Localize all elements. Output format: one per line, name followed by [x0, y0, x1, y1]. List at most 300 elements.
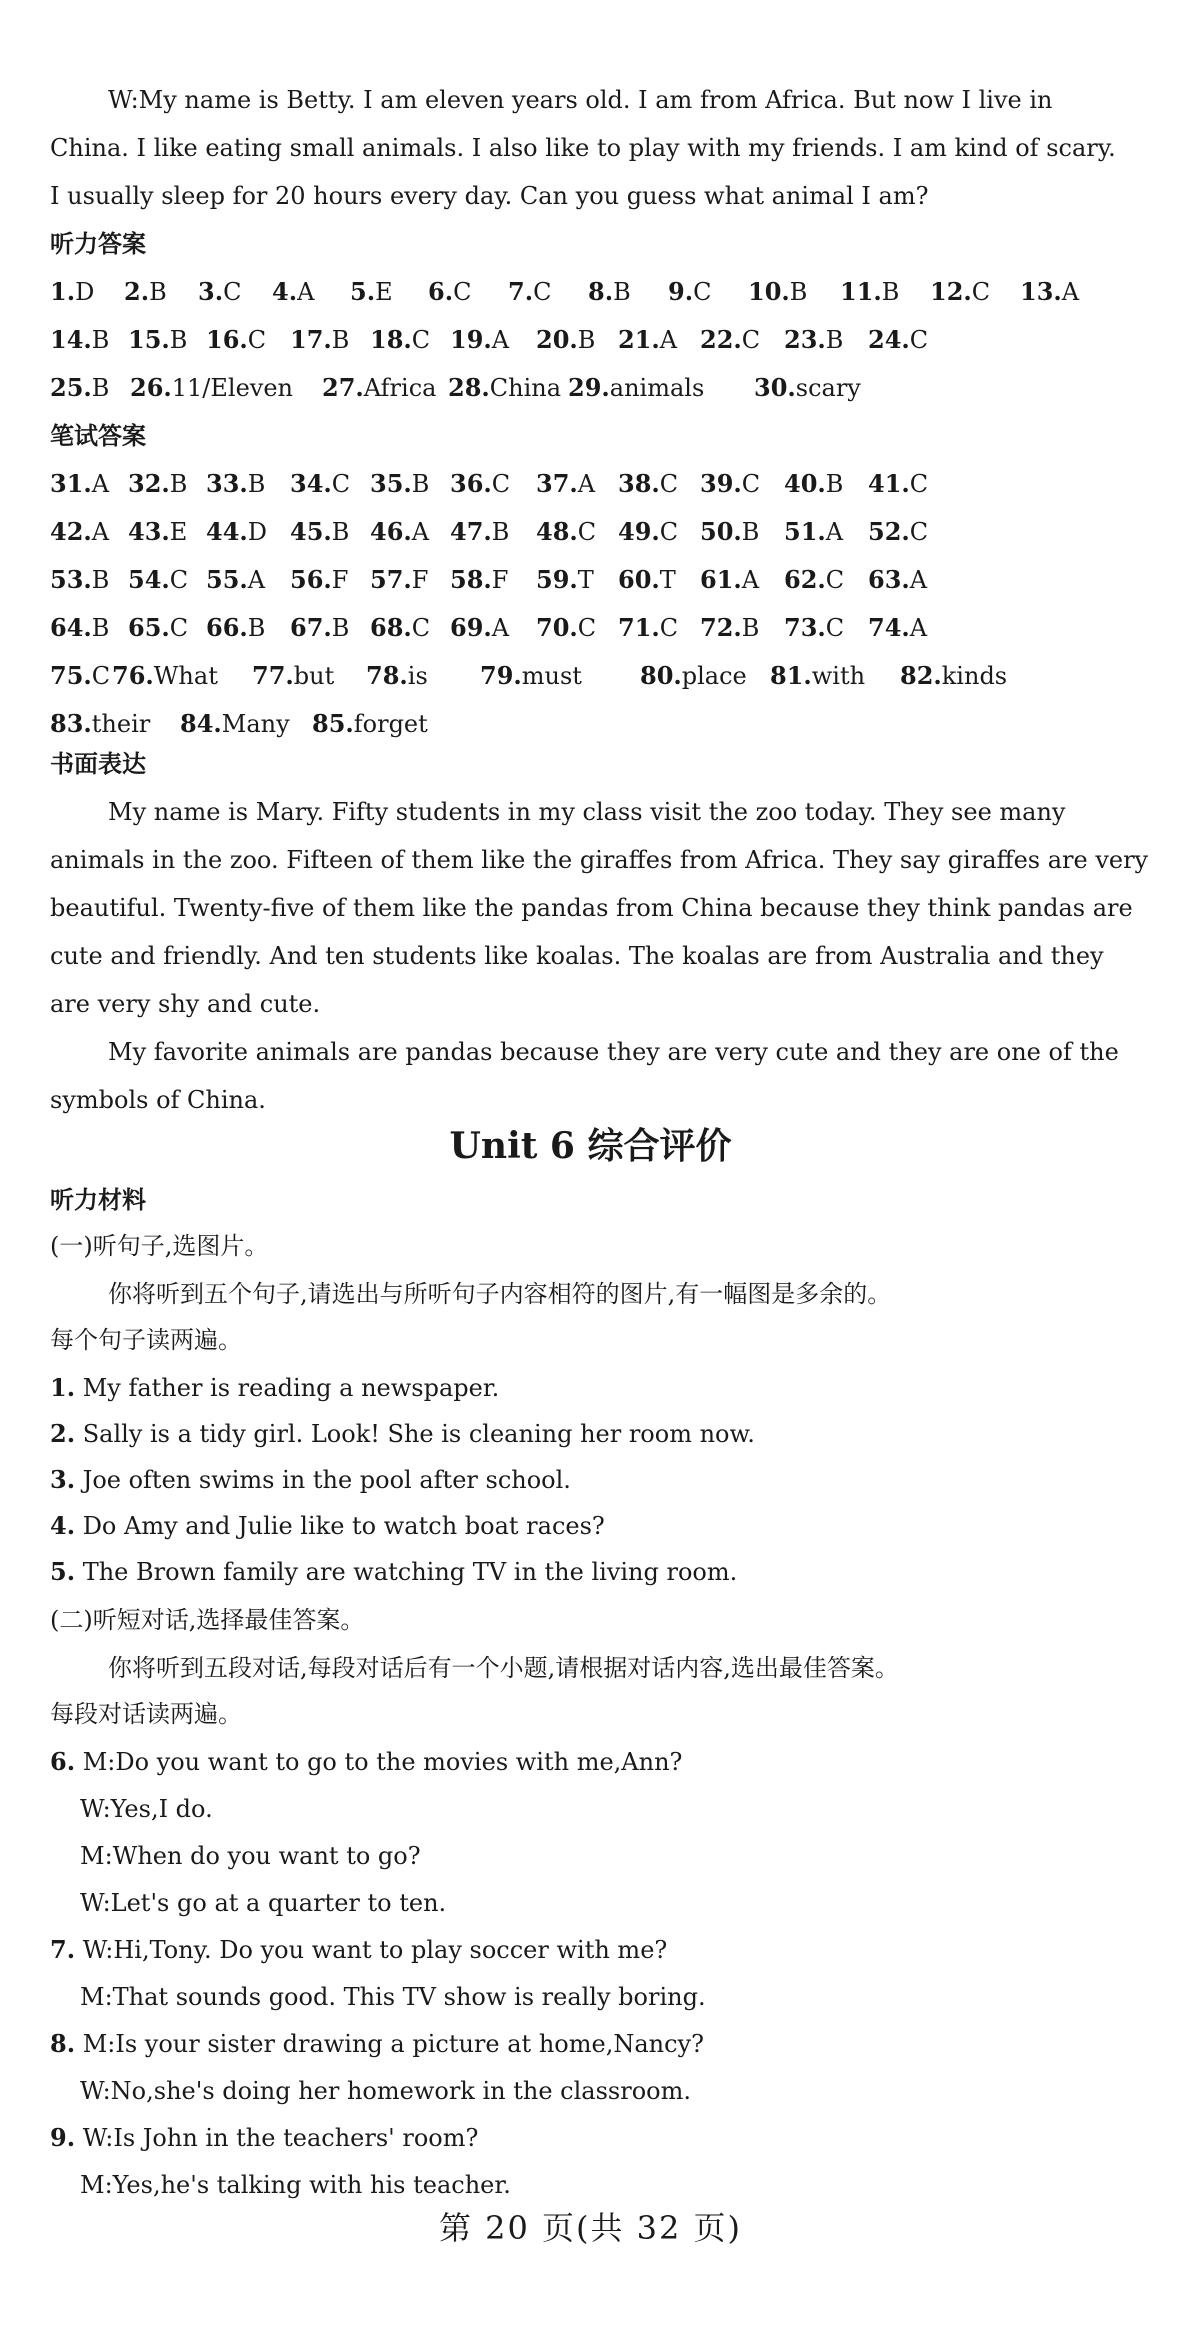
written-item [900, 660, 1007, 692]
listen-item [448, 372, 561, 404]
answer-value: C [533, 278, 552, 306]
question-number: 21. [618, 325, 660, 354]
answer-value: B [91, 566, 110, 594]
question-number: 41. [868, 469, 910, 498]
answer-value: C [453, 278, 472, 306]
question-number: 85. [312, 709, 354, 738]
dialogue-text: M:When do you want to go? [80, 1842, 421, 1870]
written-item [700, 612, 759, 644]
listen-item [350, 276, 393, 308]
dialogue-line [50, 1934, 667, 1966]
answer-value: C [909, 326, 929, 354]
answer-value: Many [221, 710, 290, 738]
question-number: 71. [618, 613, 660, 642]
listen-item [748, 276, 807, 308]
answer-value: Africa [363, 374, 437, 402]
question-number: 18. [370, 325, 412, 354]
question-number: 5. [350, 277, 376, 306]
listen-item [322, 372, 436, 404]
question-number: 57. [370, 565, 412, 594]
part1-instruction-2: 每个句子读两遍。 [50, 1326, 242, 1354]
answer-value: B [881, 278, 900, 306]
written-item [480, 660, 582, 692]
written-item [50, 708, 150, 740]
written-item [868, 468, 928, 500]
written-item [784, 516, 843, 548]
answer-value: animals [609, 374, 705, 402]
listen-item [618, 324, 677, 356]
written-item [784, 612, 844, 644]
dialogue-text: M:That sounds good. This TV show is really boring. [80, 1983, 706, 2011]
writing-heading: 书面表达 [50, 750, 146, 778]
dialogue-text: M:Is your sister drawing a picture at home,Nancy? [75, 2030, 704, 2058]
question-number: 16. [206, 325, 248, 354]
dialogue-line [80, 1887, 446, 1919]
written-item [868, 612, 927, 644]
listen-item [50, 324, 109, 356]
part1-instruction-1: 你将听到五个句子,请选出与所听句子内容相符的图片,有一幅图是多余的。 [108, 1280, 892, 1308]
written-item [450, 516, 509, 548]
dialogue-line [80, 1793, 213, 1825]
written-item [206, 612, 265, 644]
question-number: 31. [50, 469, 92, 498]
question-number: 4. [272, 277, 298, 306]
answer-value: C [741, 326, 761, 354]
question-number: 45. [290, 517, 332, 546]
question-number: 44. [206, 517, 248, 546]
question-number: 54. [128, 565, 170, 594]
answer-value: B [331, 614, 350, 642]
written-item [128, 564, 188, 596]
written-item [450, 564, 508, 596]
question-number: 82. [900, 661, 942, 690]
answer-value: C [909, 518, 929, 546]
answer-value: C [909, 470, 929, 498]
written-item [536, 612, 596, 644]
question-number: 64. [50, 613, 92, 642]
question-number: 37. [536, 469, 578, 498]
answer-value: China [489, 374, 562, 402]
listening-answers-heading: 听力答案 [50, 230, 146, 258]
question-number: 34. [290, 469, 332, 498]
answer-value: C [577, 614, 597, 642]
written-item [290, 468, 350, 500]
question-number: 40. [784, 469, 826, 498]
answer-value: scary [795, 374, 861, 402]
answer-value: A [91, 518, 110, 546]
listen-item [700, 324, 760, 356]
dialogue-text: W:Yes,I do. [80, 1795, 213, 1823]
answer-value: T [659, 566, 676, 594]
answer-value: their [91, 710, 151, 738]
answer-value: E [169, 518, 188, 546]
dialogue-line [80, 2169, 511, 2201]
sentence-item [50, 1372, 499, 1404]
answer-value: C [825, 566, 845, 594]
listen-item [198, 276, 241, 308]
sentence-item [50, 1510, 605, 1542]
written-item [784, 468, 843, 500]
written-item [868, 564, 927, 596]
question-number: 38. [618, 469, 660, 498]
answer-value: C [825, 614, 845, 642]
question-number: 77. [252, 661, 294, 690]
question-number: 22. [700, 325, 742, 354]
sentence-text: Do Amy and Julie like to watch boat races? [75, 1512, 605, 1540]
question-number: 62. [784, 565, 826, 594]
listen-item [450, 324, 509, 356]
dialogue-line [50, 1746, 682, 1778]
question-number: 53. [50, 565, 92, 594]
listen-item [588, 276, 631, 308]
question-number: 51. [784, 517, 826, 546]
answer-value: B [91, 326, 110, 354]
question-number: 50. [700, 517, 742, 546]
answer-value: is [407, 662, 428, 690]
question-number: 61. [700, 565, 742, 594]
dialogue-line [80, 2075, 691, 2107]
question-number: 6. [428, 277, 454, 306]
question-number: 7. [50, 1935, 76, 1964]
question-number: 59. [536, 565, 578, 594]
answer-value: B [149, 278, 167, 306]
question-number: 80. [640, 661, 682, 690]
answer-value: C [411, 326, 431, 354]
sentence-item [50, 1418, 755, 1450]
question-number: 36. [450, 469, 492, 498]
question-number: 9. [668, 277, 694, 306]
question-number: 48. [536, 517, 578, 546]
answer-value: A [741, 566, 760, 594]
question-number: 58. [450, 565, 492, 594]
sentence-item [50, 1464, 571, 1496]
answer-value: B [789, 278, 808, 306]
answer-value: C [331, 470, 351, 498]
written-item [312, 708, 428, 740]
question-number: 39. [700, 469, 742, 498]
written-item [366, 660, 428, 692]
writing-line-6: My favorite animals are pandas because they are very cute and they are one of the [108, 1038, 1119, 1066]
answer-value: C [491, 470, 511, 498]
question-number: 8. [50, 2029, 76, 2058]
dialogue-text: M:Do you want to go to the movies with me,Ann? [75, 1748, 683, 1776]
question-number: 84. [180, 709, 222, 738]
answer-value: A [1061, 278, 1080, 306]
question-number: 11. [840, 277, 882, 306]
writing-line-7: symbols of China. [50, 1086, 266, 1114]
question-number: 78. [366, 661, 408, 690]
listen-item [130, 372, 293, 404]
answer-value: A [411, 518, 430, 546]
answer-value: C [577, 518, 597, 546]
written-item [618, 564, 676, 596]
question-number: 2. [50, 1419, 76, 1448]
written-item [370, 516, 429, 548]
written-item [536, 468, 595, 500]
answer-value: C [223, 278, 242, 306]
listen-item [124, 276, 167, 308]
dialogue-line [80, 1840, 421, 1872]
written-answers-heading: 笔试答案 [50, 422, 146, 450]
listen-item [370, 324, 430, 356]
written-item [128, 612, 188, 644]
written-item [50, 564, 109, 596]
question-number: 65. [128, 613, 170, 642]
listen-item [784, 324, 843, 356]
part1-title: (一)听句子,选图片。 [50, 1232, 269, 1260]
written-item [50, 516, 109, 548]
written-item [536, 564, 594, 596]
writing-line-2: animals in the zoo. Fifteen of them like the giraffes from Africa. They say giraffes are very [50, 846, 1149, 874]
answer-value: kinds [941, 662, 1008, 690]
question-number: 9. [50, 2123, 76, 2152]
written-item [206, 516, 267, 548]
question-number: 29. [568, 373, 610, 402]
written-item [180, 708, 290, 740]
question-number: 5. [50, 1557, 76, 1586]
question-number: 26. [130, 373, 172, 402]
question-number: 73. [784, 613, 826, 642]
question-number: 17. [290, 325, 332, 354]
question-number: 66. [206, 613, 248, 642]
material-heading: 听力材料 [50, 1186, 146, 1214]
written-item [618, 468, 678, 500]
listen-item [50, 276, 94, 308]
dialogue-text: W:Hi,Tony. Do you want to play soccer with me? [75, 1936, 668, 1964]
sentence-item [50, 1556, 737, 1588]
question-number: 10. [748, 277, 790, 306]
written-item [700, 516, 759, 548]
answer-value: F [491, 566, 509, 594]
question-number: 70. [536, 613, 578, 642]
answer-value: B [169, 470, 188, 498]
intro-line-2: China. I like eating small animals. I also like to play with my friends. I am kind of scary. [50, 134, 1116, 162]
written-item [450, 468, 510, 500]
answer-value: B [613, 278, 631, 306]
writing-line-5: are very shy and cute. [50, 990, 321, 1018]
answer-value: C [169, 566, 189, 594]
answer-value: B [247, 470, 266, 498]
dialogue-text: W:Let's go at a quarter to ten. [80, 1889, 447, 1917]
written-item [206, 564, 265, 596]
listen-item [930, 276, 990, 308]
listen-item [428, 276, 471, 308]
question-number: 4. [50, 1511, 76, 1540]
written-item [252, 660, 334, 692]
listen-item [668, 276, 711, 308]
written-item [370, 564, 428, 596]
question-number: 75. [50, 661, 92, 690]
answer-value: B [825, 326, 844, 354]
answer-value: B [491, 518, 510, 546]
written-item [618, 516, 678, 548]
written-item [50, 612, 109, 644]
answer-value: forget [353, 710, 428, 738]
answer-value: must [521, 662, 582, 690]
written-item [290, 564, 348, 596]
written-item [128, 468, 187, 500]
question-number: 60. [618, 565, 660, 594]
unit-title: Unit 6 综合评价 [449, 1125, 732, 1167]
answer-value: B [411, 470, 430, 498]
written-item [700, 468, 760, 500]
listen-item [840, 276, 899, 308]
written-item [128, 516, 187, 548]
writing-line-1: My name is Mary. Fifty students in my class visit the zoo today. They see many [108, 798, 1066, 826]
question-number: 72. [700, 613, 742, 642]
answer-value: B [825, 470, 844, 498]
written-item [370, 468, 429, 500]
question-number: 74. [868, 613, 910, 642]
question-number: 7. [508, 277, 534, 306]
question-number: 33. [206, 469, 248, 498]
question-number: 3. [198, 277, 224, 306]
answer-value: with [811, 662, 866, 690]
question-number: 52. [868, 517, 910, 546]
answer-value: B [169, 326, 188, 354]
sentence-text: My father is reading a newspaper. [75, 1374, 500, 1402]
answer-value: A [491, 614, 510, 642]
question-number: 67. [290, 613, 332, 642]
dialogue-text: M:Yes,he's talking with his teacher. [80, 2171, 511, 2199]
intro-line-3: I usually sleep for 20 hours every day. Can you guess what animal I am? [50, 182, 929, 210]
answer-value: T [577, 566, 594, 594]
listen-item [128, 324, 187, 356]
question-number: 79. [480, 661, 522, 690]
question-number: 83. [50, 709, 92, 738]
written-item [206, 468, 265, 500]
sentence-text: Joe often swims in the pool after school. [75, 1466, 571, 1494]
answer-value: C [411, 614, 431, 642]
answer-value: B [741, 614, 760, 642]
answer-value: A [825, 518, 844, 546]
writing-line-4: cute and friendly. And ten students like koalas. The koalas are from Australia and they [50, 942, 1104, 970]
answer-value: A [659, 326, 678, 354]
answer-value: A [491, 326, 510, 354]
question-number: 14. [50, 325, 92, 354]
question-number: 76. [112, 661, 154, 690]
sentence-text: The Brown family are watching TV in the living room. [75, 1558, 738, 1586]
question-number: 12. [930, 277, 972, 306]
answer-value: 11/Eleven [171, 374, 294, 402]
answer-value: C [659, 470, 679, 498]
question-number: 32. [128, 469, 170, 498]
question-number: 24. [868, 325, 910, 354]
answer-value: B [577, 326, 596, 354]
written-item [370, 612, 430, 644]
written-item [640, 660, 747, 692]
listen-item [568, 372, 704, 404]
answer-value: E [375, 278, 393, 306]
question-number: 19. [450, 325, 492, 354]
question-number: 35. [370, 469, 412, 498]
answer-value: A [909, 566, 928, 594]
question-number: 55. [206, 565, 248, 594]
written-item [700, 564, 759, 596]
question-number: 81. [770, 661, 812, 690]
answer-value: B [91, 374, 110, 402]
written-item [618, 612, 678, 644]
question-number: 56. [290, 565, 332, 594]
question-number: 68. [370, 613, 412, 642]
question-number: 1. [50, 277, 76, 306]
dialogue-text: W:No,she's doing her homework in the classroom. [80, 2077, 691, 2105]
dialogue-line [80, 1981, 706, 2013]
listen-item [1020, 276, 1079, 308]
answer-value: C [169, 614, 189, 642]
listen-item [868, 324, 928, 356]
question-number: 15. [128, 325, 170, 354]
intro-line-1: W:My name is Betty. I am eleven years old. I am from Africa. But now I live in [108, 86, 1053, 114]
written-item [784, 564, 844, 596]
written-item [536, 516, 596, 548]
listen-item [272, 276, 314, 308]
answer-value: D [247, 518, 268, 546]
written-item [770, 660, 865, 692]
answer-value: What [153, 662, 218, 690]
part2-title: (二)听短对话,选择最佳答案。 [50, 1606, 365, 1634]
answer-value: but [293, 662, 335, 690]
writing-line-3: beautiful. Twenty-five of them like the pandas from China because they think pandas are [50, 894, 1133, 922]
question-number: 46. [370, 517, 412, 546]
answer-value: F [411, 566, 429, 594]
listen-item [206, 324, 266, 356]
question-number: 2. [124, 277, 150, 306]
answer-value: B [247, 614, 266, 642]
question-number: 3. [50, 1465, 76, 1494]
part2-instruction-2: 每段对话读两遍。 [50, 1700, 242, 1728]
question-number: 27. [322, 373, 364, 402]
answer-value: B [331, 326, 350, 354]
answer-value: A [909, 614, 928, 642]
question-number: 25. [50, 373, 92, 402]
question-number: 47. [450, 517, 492, 546]
written-item [868, 516, 928, 548]
answer-value: F [331, 566, 349, 594]
listen-item [508, 276, 551, 308]
answer-value: B [331, 518, 350, 546]
dialogue-line [50, 2028, 704, 2060]
question-number: 49. [618, 517, 660, 546]
question-number: 13. [1020, 277, 1062, 306]
answer-value: B [741, 518, 760, 546]
answer-value: C [971, 278, 991, 306]
question-number: 23. [784, 325, 826, 354]
dialogue-line [50, 2122, 478, 2154]
answer-value: C [247, 326, 267, 354]
page-footer: 第 20 页(共 32 页) [438, 2209, 743, 2247]
question-number: 30. [754, 373, 796, 402]
sentence-text: Sally is a tidy girl. Look! She is cleaning her room now. [75, 1420, 755, 1448]
answer-value: C [693, 278, 712, 306]
answer-value: C [91, 662, 111, 690]
part2-instruction-1: 你将听到五段对话,每段对话后有一个小题,请根据对话内容,选出最佳答案。 [108, 1654, 899, 1682]
answer-value: B [91, 614, 110, 642]
answer-value: D [75, 278, 95, 306]
answer-value: C [659, 614, 679, 642]
question-number: 8. [588, 277, 614, 306]
dialogue-text: W:Is John in the teachers' room? [75, 2124, 479, 2152]
question-number: 6. [50, 1747, 76, 1776]
question-number: 63. [868, 565, 910, 594]
answer-value: A [297, 278, 315, 306]
written-item [50, 468, 109, 500]
answer-value: A [247, 566, 266, 594]
answer-value: A [91, 470, 110, 498]
listen-item [754, 372, 861, 404]
answer-value: C [659, 518, 679, 546]
question-number: 43. [128, 517, 170, 546]
